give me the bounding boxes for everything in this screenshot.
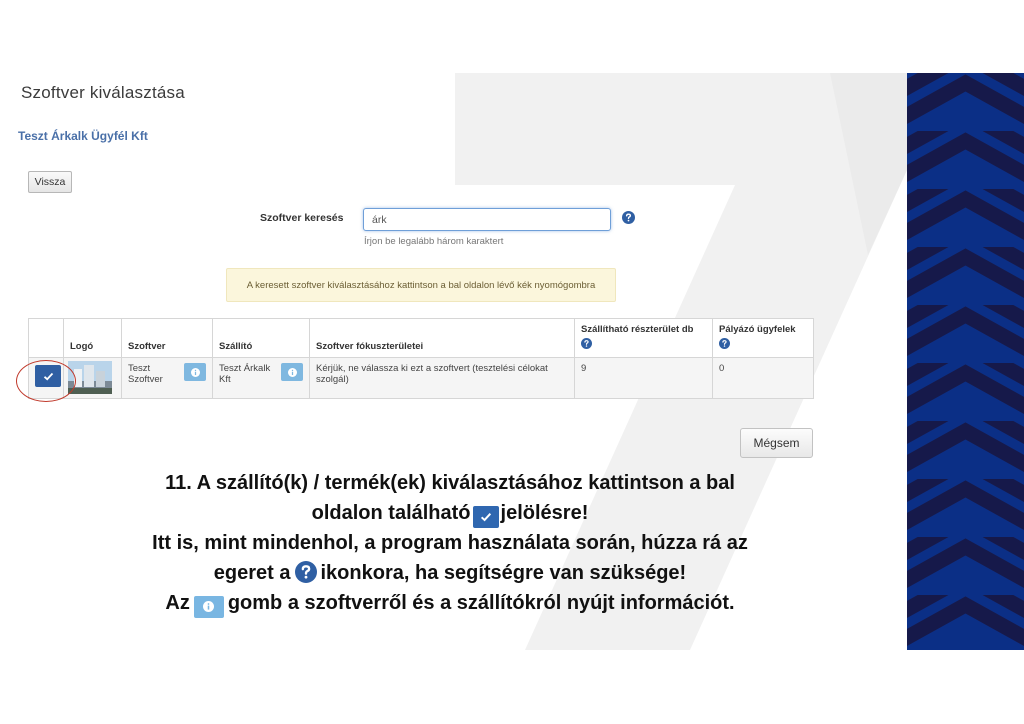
software-logo-image <box>68 361 112 394</box>
vendor-info-button[interactable] <box>281 363 303 381</box>
question-circle-icon[interactable] <box>622 211 635 224</box>
software-search-input[interactable] <box>363 208 611 231</box>
instruction-line-2 <box>50 498 850 528</box>
select-software-button[interactable] <box>35 365 61 387</box>
instruction-line-2-start: oldalon található <box>311 502 471 524</box>
instruction-line-3: Itt is, mint mindenhol, a program használata során, húzza rá az <box>152 532 748 554</box>
regions-column-header <box>575 319 713 358</box>
applicants-header-label: Pályázó ügyfelek <box>719 324 796 335</box>
selection-notice: A keresett szoftver kiválasztásához kattintson a bal oldalon lévő kék nyomógombra <box>226 268 616 302</box>
applicants-column-header <box>713 319 814 358</box>
search-label: Szoftver keresés <box>260 212 344 224</box>
question-circle-icon[interactable] <box>581 338 592 349</box>
instruction-line-5-start: Az <box>165 592 190 614</box>
vendor-name: Teszt Árkalk Kft <box>219 363 271 385</box>
instruction-line-4-start: egeret a <box>213 562 291 584</box>
logo-cell <box>64 358 122 399</box>
page-title: Szoftver kiválasztása <box>21 83 185 102</box>
back-button[interactable]: Vissza <box>28 171 72 193</box>
focus-column-header: Szoftver fókuszterületei <box>310 319 575 358</box>
info-icon <box>191 368 200 377</box>
focus-cell: Kérjük, ne válassza ki ezt a szoftvert (tesztelési célokat szolgál) <box>310 358 575 399</box>
select-column-header <box>29 319 64 358</box>
checkmark-button-icon <box>473 506 499 528</box>
software-info-button[interactable] <box>184 363 206 381</box>
info-button-icon <box>194 596 224 618</box>
select-cell <box>29 358 64 399</box>
regions-header-label: Szállítható részterület db <box>581 324 694 335</box>
instruction-line-4 <box>50 558 850 588</box>
table-row <box>29 358 814 399</box>
info-icon <box>288 368 297 377</box>
checkmark-icon <box>480 512 492 522</box>
regions-cell: 9 <box>575 358 713 399</box>
question-circle-icon <box>295 561 317 583</box>
applicants-cell: 0 <box>713 358 814 399</box>
question-circle-icon[interactable] <box>719 338 730 349</box>
software-column-header: Szoftver <box>122 319 213 358</box>
info-icon <box>203 601 214 612</box>
instruction-line-1: 11. A szállító(k) / termék(ek) kiválasztásához kattintson a bal <box>165 472 735 494</box>
software-results-table <box>28 318 814 399</box>
cancel-button[interactable]: Mégsem <box>740 428 813 458</box>
checkmark-icon <box>43 372 54 381</box>
table-header-row <box>29 319 814 358</box>
software-name: Teszt Szoftver <box>128 363 163 385</box>
instruction-line-2-end: jelölésre! <box>500 502 589 524</box>
instruction-line-5-end: gomb a szoftverről és a szállítókról nyújt információt. <box>227 592 735 614</box>
vendor-column-header: Szállító <box>213 319 310 358</box>
search-hint: Írjon be legalább három karaktert <box>364 236 504 247</box>
instruction-line-5 <box>50 588 850 618</box>
vendor-cell <box>213 358 310 399</box>
client-name: Teszt Árkalk Ügyfél Kft <box>18 129 148 143</box>
software-cell <box>122 358 213 399</box>
logo-column-header: Logó <box>64 319 122 358</box>
instruction-text <box>50 468 850 618</box>
instruction-line-4-end: ikonkora, ha segítségre van szüksége! <box>320 562 687 584</box>
